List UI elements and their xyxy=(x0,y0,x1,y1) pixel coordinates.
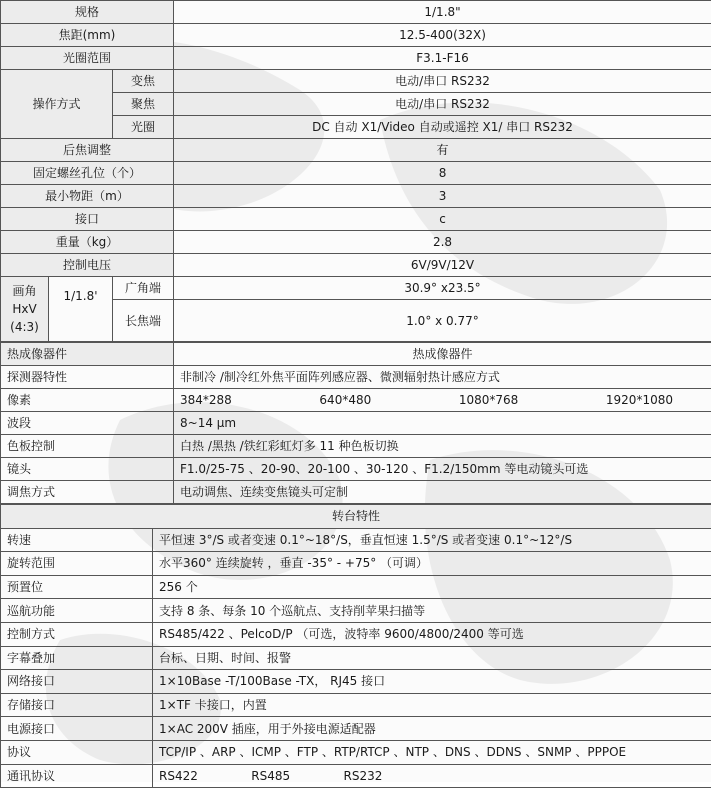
row-label: 光圈范围 xyxy=(1,47,174,70)
row-label: 焦距(mm) xyxy=(1,24,174,47)
tele-value: 1.0° x 0.77° xyxy=(174,300,711,342)
row-value: 电动调焦、连续变焦镜头可定制 xyxy=(174,481,711,504)
table-row xyxy=(1,343,711,366)
row-label: 存储接口 xyxy=(1,693,153,717)
row-value: 1/1.8" xyxy=(174,1,711,24)
table-row xyxy=(1,575,711,599)
table-row xyxy=(1,366,711,389)
row-value: 非制冷 /制冷红外焦平面阵列感应器、微测辐射热计感应方式 xyxy=(174,366,711,389)
row-label: 调焦方式 xyxy=(1,481,174,504)
row-value: 256 个 xyxy=(153,575,711,599)
row-value: 有 xyxy=(174,139,711,162)
row-value: RS422 RS485 RS232 xyxy=(153,764,711,788)
table-row xyxy=(1,24,711,47)
table-row xyxy=(1,670,711,694)
table-row xyxy=(1,458,711,481)
row-label: 接口 xyxy=(1,208,174,231)
pixel-option: 1920*1080 xyxy=(606,393,673,407)
row-label: 像素 xyxy=(1,389,174,412)
row-value: 支持 8 条、每条 10 个巡航点、支持削苹果扫描等 xyxy=(153,599,711,623)
table-row xyxy=(1,47,711,70)
table-row xyxy=(1,693,711,717)
row-label: 电源接口 xyxy=(1,717,153,741)
pixel-option: 1080*768 xyxy=(459,393,518,407)
row-value: 1×TF 卡接口，内置 xyxy=(153,693,711,717)
table-row xyxy=(1,622,711,646)
row-label: 后焦调整 xyxy=(1,139,174,162)
row-label: 控制电压 xyxy=(1,254,174,277)
thermal-spec-table xyxy=(0,342,711,504)
row-value: F3.1-F16 xyxy=(174,47,711,70)
table-row xyxy=(1,552,711,576)
table-row xyxy=(1,435,711,458)
focus-label: 聚焦 xyxy=(113,93,174,116)
row-label: 字幕叠加 xyxy=(1,646,153,670)
tele-label: 长焦端 xyxy=(113,300,174,342)
row-label: 探测器特性 xyxy=(1,366,174,389)
table-row xyxy=(1,70,711,93)
view-angle-label xyxy=(1,277,49,342)
row-label: 通讯协议 xyxy=(1,764,153,788)
table-row xyxy=(1,208,711,231)
table-row xyxy=(1,646,711,670)
operation-label: 操作方式 xyxy=(1,70,113,139)
table-row xyxy=(1,389,711,412)
wide-label: 广角端 xyxy=(113,277,174,300)
pixel-option: 384*288 xyxy=(180,393,232,407)
section-header-row xyxy=(1,505,711,529)
row-value: 3 xyxy=(174,185,711,208)
view-angle-label-line: 画角 xyxy=(5,282,44,300)
row-value: 8~14 μm xyxy=(174,412,711,435)
view-angle-format: 1/1.8' xyxy=(49,277,113,342)
row-label: 波段 xyxy=(1,412,174,435)
row-value: 水平360° 连续旋转 ，垂直 -35° - +75° （可调） xyxy=(153,552,711,576)
row-label: 热成像器件 xyxy=(1,343,174,366)
row-value: 2.8 xyxy=(174,231,711,254)
table-row xyxy=(1,277,711,300)
wide-value: 30.9° x23.5° xyxy=(174,277,711,300)
row-value: 8 xyxy=(174,162,711,185)
row-label: 规格 xyxy=(1,1,174,24)
row-value: 白热 /黑热 /铁红彩虹灯多 11 种色板切换 xyxy=(174,435,711,458)
row-value: 台标、日期、时间、报警 xyxy=(153,646,711,670)
pixels-values xyxy=(174,389,711,412)
zoom-label: 变焦 xyxy=(113,70,174,93)
row-label: 镜头 xyxy=(1,458,174,481)
table-row xyxy=(1,740,711,764)
row-value: TCP/IP 、ARP 、ICMP 、FTP 、RTP/RTCP 、NTP 、DNS 、DDNS 、SNMP 、PPPOE xyxy=(153,740,711,764)
table-row xyxy=(1,528,711,552)
lens-spec-table xyxy=(0,0,711,342)
table-row xyxy=(1,185,711,208)
row-value: 平恒速 3°/S 或者变速 0.1°~18°/S，垂直恒速 1.5°/S 或者变速 0.1°~12°/S xyxy=(153,528,711,552)
row-label: 控制方式 xyxy=(1,622,153,646)
row-value: c xyxy=(174,208,711,231)
row-label: 色板控制 xyxy=(1,435,174,458)
table-row xyxy=(1,162,711,185)
table-row xyxy=(1,764,711,788)
row-label: 协议 xyxy=(1,740,153,764)
table-row xyxy=(1,254,711,277)
table-row xyxy=(1,599,711,623)
row-value: 1×10Base -T/100Base -TX， RJ45 接口 xyxy=(153,670,711,694)
iris-label: 光圈 xyxy=(113,116,174,139)
table-row xyxy=(1,231,711,254)
row-label: 巡航功能 xyxy=(1,599,153,623)
section-title: 转台特性 xyxy=(1,505,711,529)
row-value: 6V/9V/12V xyxy=(174,254,711,277)
table-row xyxy=(1,481,711,504)
table-row xyxy=(1,412,711,435)
iris-value: DC 自动 X1/Video 自动或遥控 X1/ 串口 RS232 xyxy=(174,116,711,139)
row-label: 最小物距（m） xyxy=(1,185,174,208)
row-label: 网络接口 xyxy=(1,670,153,694)
table-row xyxy=(1,139,711,162)
table-row xyxy=(1,717,711,741)
row-value: 热成像器件 xyxy=(174,343,711,366)
row-value: F1.0/25-75 、20-90、20-100 、30-120 、F1.2/150mm 等电动镜头可选 xyxy=(174,458,711,481)
pixel-option: 640*480 xyxy=(319,393,371,407)
focus-value: 电动/串口 RS232 xyxy=(174,93,711,116)
row-value: RS485/422 、PelcoD/P （可选，波特率 9600/4800/2400 等可选 xyxy=(153,622,711,646)
zoom-value: 电动/串口 RS232 xyxy=(174,70,711,93)
row-label: 旋转范围 xyxy=(1,552,153,576)
table-row xyxy=(1,1,711,24)
row-value: 12.5-400(32X) xyxy=(174,24,711,47)
row-label: 转速 xyxy=(1,528,153,552)
view-angle-label-line: (4:3) xyxy=(5,318,44,336)
row-label: 固定螺丝孔位（个） xyxy=(1,162,174,185)
row-label: 预置位 xyxy=(1,575,153,599)
row-value: 1×AC 200V 插座，用于外接电源适配器 xyxy=(153,717,711,741)
row-label: 重量（kg） xyxy=(1,231,174,254)
ptz-spec-table xyxy=(0,504,711,788)
view-angle-label-line: HxV xyxy=(5,300,44,318)
